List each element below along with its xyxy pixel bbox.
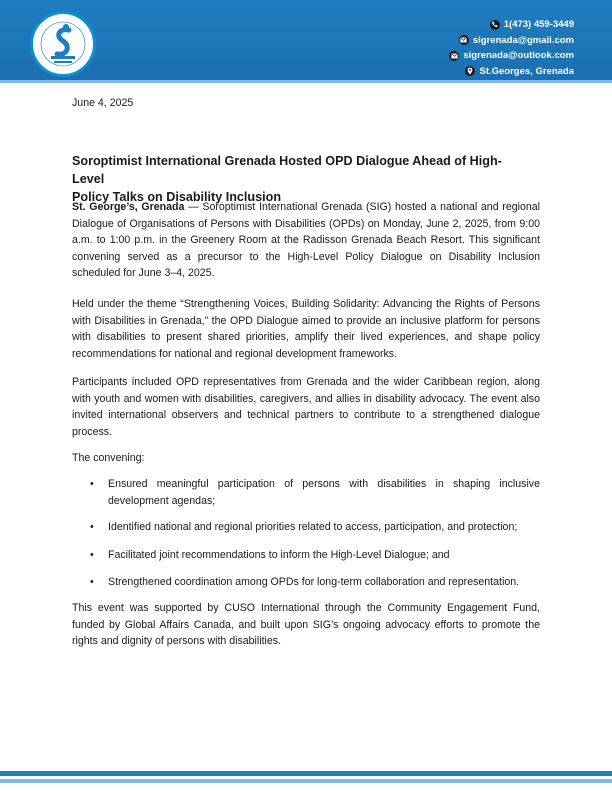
paragraph-2	[72, 296, 540, 362]
bullet-icon: •	[90, 576, 94, 589]
contact-email-gmail	[449, 33, 574, 49]
contact-email-outlook-text[interactable]: sigrenada@outlook.com	[463, 50, 574, 61]
headline-line-2: Policy Talks on Disability Inclusion	[72, 190, 282, 204]
contact-block	[449, 17, 574, 79]
list-item-text: Identified national and regional priorities related to access, participation, and protection;	[108, 521, 518, 534]
contact-email-gmail-text[interactable]: sigrenada@gmail.com	[472, 34, 574, 46]
list-item	[72, 574, 540, 591]
contact-phone	[449, 17, 574, 33]
letterhead-band	[0, 0, 612, 80]
soroptimist-logo	[30, 11, 96, 77]
logo-emblem-icon	[33, 14, 93, 74]
convening-intro: The convening:	[72, 452, 145, 464]
paragraph-1-text: — Soroptimist International Grenada (SIG) hosted a national and regional Dialogue of Organisations of Persons with Disabilities (OPDs) on Monday, June 2, 2025, from 9:00 a.m. to 1:00 p.m. in the Greenery Room at the Radisson Grenada Beach Resort. This significant convening served as a precursor to the High-Level Policy Dialogue on Disability Inclusion scheduled for June 3–4, 2025.	[72, 201, 540, 280]
headline-line-1: Soroptimist International Grenada Hosted OPD Dialogue Ahead of High-Level	[72, 154, 502, 186]
bullet-icon: •	[90, 548, 94, 561]
letter-date: June 4, 2025	[72, 97, 134, 109]
paragraph-5-text: This event was supported by CUSO International through the Community Engagement Fund, funded by Global Affairs Canada, and built upon SIG’s ongoing advocacy efforts to promote the rights and dignity of persons with disabilities.	[72, 602, 540, 648]
contact-email-outlook	[449, 48, 574, 64]
list-item-text: Facilitated joint recommendations to inform the High-Level Dialogue; and	[108, 548, 450, 561]
contact-location	[449, 64, 574, 80]
footer-stripe-light	[0, 779, 612, 783]
press-release-headline	[72, 152, 532, 206]
paragraph-1	[72, 199, 540, 282]
list-item-text: Ensured meaningful participation of persons with disabilities in shaping inclusive development agendas;	[108, 478, 540, 507]
bullet-icon: •	[90, 478, 94, 490]
list-item	[72, 519, 540, 536]
contact-phone-text: 1(473) 459-3449	[503, 19, 574, 30]
list-item	[72, 476, 540, 509]
list-item-text: Strengthened coordination among OPDs for long-term collaboration and representation.	[108, 576, 520, 589]
location-icon	[465, 66, 475, 76]
paragraph-2-text: Held under the theme “Strengthening Voices, Building Solidarity: Advancing the Rights of Persons with Disabilities in Grenada,” the OPD Dialogue aimed to provide an inclusive platform for persons with disabilities to present shared priorities, amplify their lived experiences, and shape policy recommendations for national and regional development frameworks.	[72, 298, 540, 360]
email-icon	[449, 51, 459, 61]
list-item	[72, 547, 540, 564]
paragraph-5	[72, 600, 540, 650]
paragraph-4	[72, 450, 540, 467]
phone-icon	[490, 20, 500, 30]
paragraph-3-text: Participants included OPD representatives from Grenada and the wider Caribbean region, along with youth and women with disabilities, caregivers, and allies in disability advocacy. The event also invited international observers and technical partners to contribute to a strengthened dialogue process.	[72, 376, 540, 438]
paragraph-3	[72, 374, 540, 440]
bullet-icon: •	[90, 521, 94, 534]
dateline: St. George’s, Grenada	[72, 201, 185, 213]
footer-stripe-dark	[0, 771, 612, 776]
email-icon	[459, 35, 469, 45]
contact-location-text: St.Georges, Grenada	[479, 65, 574, 77]
convening-outcomes-list	[72, 476, 540, 591]
